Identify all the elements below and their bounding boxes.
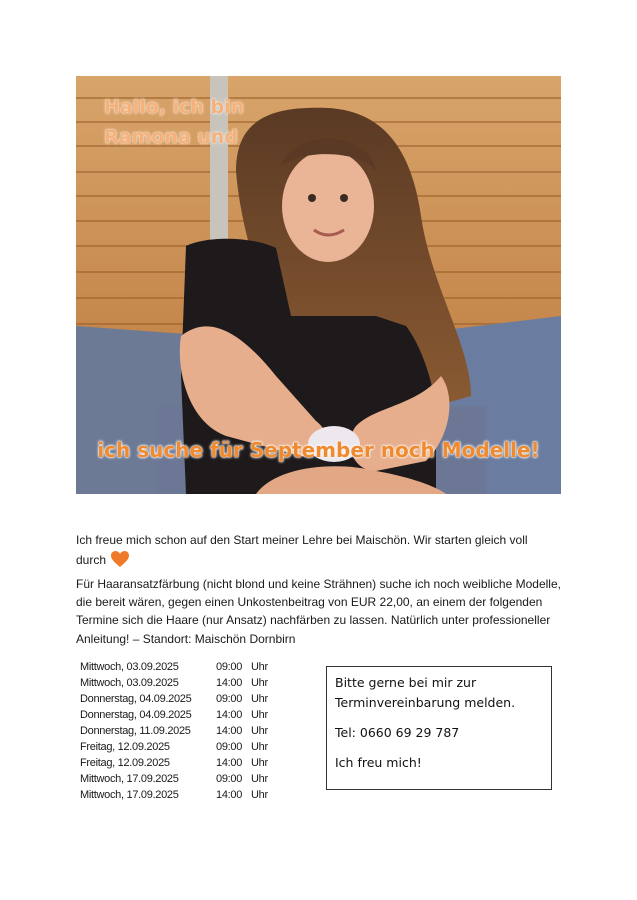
- schedule-day: Mittwoch, 03.09.2025: [80, 677, 179, 689]
- schedule-time: 14:00: [216, 757, 243, 769]
- schedule-day: Freitag, 12.09.2025: [80, 757, 170, 769]
- schedule-unit: Uhr: [251, 773, 268, 785]
- appointment-schedule: [80, 659, 280, 803]
- schedule-time: 14:00: [216, 709, 243, 721]
- schedule-time: 09:00: [216, 741, 243, 753]
- contact-line2: Terminvereinbarung melden.: [335, 695, 516, 710]
- schedule-row: [80, 755, 280, 771]
- schedule-row: [80, 723, 280, 739]
- contact-line1: Bitte gerne bei mir zur: [335, 675, 477, 690]
- photo-caption: ich suche für September noch Modelle!: [97, 438, 540, 462]
- intro-text: [76, 531, 556, 574]
- schedule-time: 14:00: [216, 725, 243, 737]
- schedule-row: [80, 787, 280, 803]
- schedule-row: [80, 707, 280, 723]
- schedule-time: 09:00: [216, 693, 243, 705]
- photo-title: [104, 92, 324, 152]
- schedule-unit: Uhr: [251, 709, 268, 721]
- schedule-unit: Uhr: [251, 789, 268, 801]
- schedule-day: Mittwoch, 03.09.2025: [80, 661, 179, 673]
- portrait-photo: [76, 76, 561, 494]
- contact-box: [326, 666, 552, 790]
- schedule-time: 09:00: [216, 661, 243, 673]
- schedule-row: [80, 771, 280, 787]
- schedule-row: [80, 675, 280, 691]
- schedule-time: 09:00: [216, 773, 243, 785]
- schedule-day: Mittwoch, 17.09.2025: [80, 789, 179, 801]
- schedule-unit: Uhr: [251, 725, 268, 737]
- schedule-day: Freitag, 12.09.2025: [80, 741, 170, 753]
- schedule-unit: Uhr: [251, 741, 268, 753]
- orange-heart-icon: [110, 550, 130, 574]
- photo-title-line1: Hallo, ich bin: [104, 96, 245, 118]
- contact-closing: Ich freu mich!: [335, 755, 422, 770]
- description-paragraph: Für Haaransatzfärbung (nicht blond und keine Strähnen) suche ich noch weibliche Modelle, die bereit wären, gegen einen Unkostenbeitrag von EUR 22,00, an einem der folgenden Termine sich die Haare (nur Ansatz) nachfärben zu lassen. Natürlich unter professioneller Anleitung! – Standort: Maischön Dornbirn: [76, 577, 561, 646]
- schedule-row: [80, 691, 280, 707]
- schedule-unit: Uhr: [251, 693, 268, 705]
- schedule-row: [80, 659, 280, 675]
- schedule-unit: Uhr: [251, 757, 268, 769]
- contact-phone: Tel: 0660 69 29 787: [335, 725, 460, 740]
- schedule-time: 14:00: [216, 677, 243, 689]
- schedule-day: Mittwoch, 17.09.2025: [80, 773, 179, 785]
- schedule-time: 14:00: [216, 789, 243, 801]
- intro-sentence: Ich freue mich schon auf den Start meiner Lehre bei Maischön. Wir starten gleich voll durch: [76, 533, 528, 567]
- photo-title-line2: Ramona und: [104, 126, 238, 148]
- schedule-unit: Uhr: [251, 661, 268, 673]
- schedule-day: Donnerstag, 04.09.2025: [80, 693, 192, 705]
- schedule-day: Donnerstag, 04.09.2025: [80, 709, 192, 721]
- schedule-unit: Uhr: [251, 677, 268, 689]
- schedule-row: [80, 739, 280, 755]
- schedule-day: Donnerstag, 11.09.2025: [80, 725, 191, 737]
- face: [282, 150, 374, 262]
